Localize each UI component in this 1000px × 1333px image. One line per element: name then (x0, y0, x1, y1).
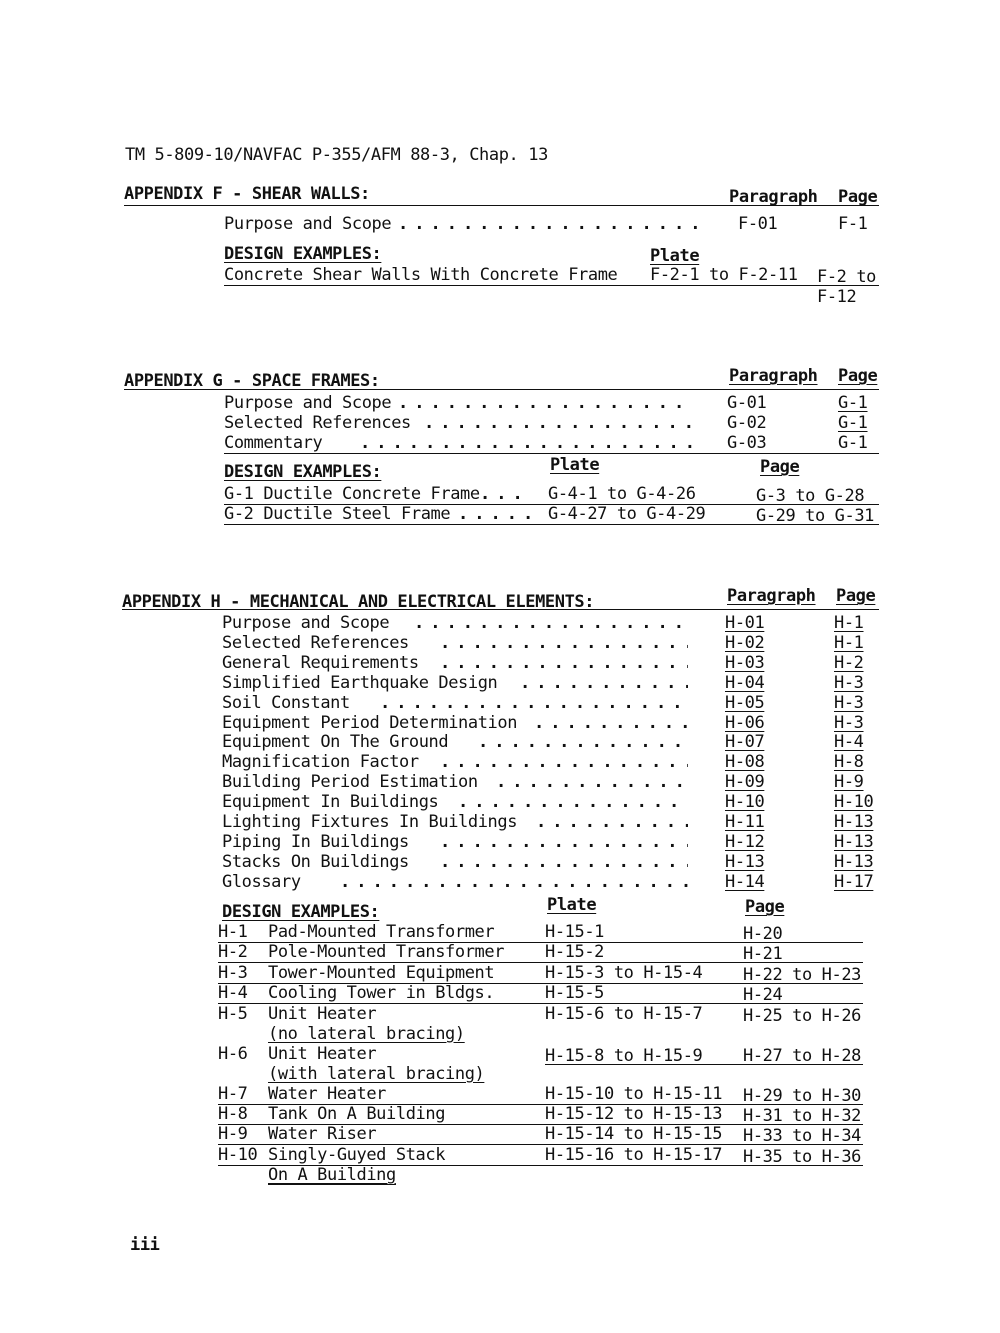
appendix-h-example-page: H-22 to H-23 (743, 965, 862, 985)
appendix-h-example-plate: H-15-8 to H-15-9 (545, 1046, 703, 1066)
appendix-f-col-paragraph: Paragraph (729, 187, 818, 207)
appendix-h-example-number: H-5 (218, 1004, 248, 1024)
leader-dots (458, 792, 688, 812)
appendix-h-row-page: H-3 (834, 713, 864, 733)
appendix-g-row-paragraph: G-02 (727, 413, 767, 433)
appendix-h-example-plate: H-15-2 (545, 942, 605, 962)
appendix-h-example-number: H-9 (218, 1124, 248, 1144)
appendix-f-row-paragraph: F-01 (738, 214, 778, 234)
appendix-h-row-label: Lighting Fixtures In Buildings (222, 812, 518, 832)
appendix-h-example-page: H-35 to H-36 (743, 1147, 862, 1167)
appendix-h-example-rule (268, 1184, 396, 1185)
appendix-h-example-label: Pad-Mounted Transformer (268, 922, 495, 942)
appendix-h-row-label: Stacks On Buildings (222, 852, 409, 872)
leader-dots (340, 872, 688, 892)
appendix-h-example-number: H-4 (218, 983, 248, 1003)
appendix-g-example-plate: G-4-1 to G-4-26 (548, 484, 696, 504)
appendix-h-row-paragraph: H-01 (725, 613, 765, 633)
appendix-h-example-plate: H-15-12 to H-15-13 (545, 1104, 723, 1124)
appendix-g-row-page: G-1 (838, 393, 868, 413)
appendix-h-example-number: H-10 (218, 1145, 258, 1165)
appendix-h-example-label-cont: (with lateral bracing) (268, 1064, 485, 1084)
appendix-h-example-label: Pole-Mounted Transformer (268, 942, 505, 962)
appendix-g-row-label: Purpose and Scope (224, 393, 392, 413)
appendix-g-row-page: G-1 (838, 413, 868, 433)
appendix-f-col-plate: Plate (650, 246, 700, 266)
appendix-g-rows-rule (224, 453, 879, 454)
appendix-h-example-label: Water Riser (268, 1124, 377, 1144)
appendix-f-row-page: F-1 (838, 214, 868, 234)
appendix-h-example-label-cont: (no lateral bracing) (268, 1024, 465, 1044)
appendix-h-row-label: Magnification Factor (222, 752, 419, 772)
appendix-h-row-page: H-8 (834, 752, 864, 772)
leader-dots (360, 433, 693, 453)
appendix-h-row-paragraph: H-11 (725, 812, 765, 832)
appendix-g-example-page: G-3 to G-28 (756, 486, 865, 506)
appendix-h-col-page: Page (836, 586, 876, 606)
leader-dots (458, 504, 530, 524)
appendix-h-design-examples-label: DESIGN EXAMPLES: (222, 902, 380, 922)
appendix-f-example-label: Concrete Shear Walls With Concrete Frame (224, 265, 618, 285)
appendix-h-example-number: H-1 (218, 922, 248, 942)
appendix-h-example-plate: H-15-10 to H-15-11 (545, 1084, 723, 1104)
leader-dots (478, 732, 688, 752)
appendix-h-row-page: H-10 (834, 792, 874, 812)
appendix-f-example-plate: F-2-1 to F-2-11 (650, 265, 798, 285)
appendix-g-col-paragraph: Paragraph (729, 366, 818, 386)
leader-dots (398, 393, 693, 413)
appendix-h-example-number: H-7 (218, 1084, 248, 1104)
appendix-h-example-page: H-31 to H-32 (743, 1106, 862, 1126)
appendix-h-example-label: Tank On A Building (268, 1104, 446, 1124)
appendix-g-design-examples-label: DESIGN EXAMPLES: (224, 462, 382, 482)
appendix-g-row-label: Selected References (224, 413, 411, 433)
appendix-g-example-label: G-2 Ductile Steel Frame (224, 504, 451, 524)
appendix-h-example-label: Tower-Mounted Equipment (268, 963, 495, 983)
appendix-f-design-examples-label: DESIGN EXAMPLES: (224, 244, 382, 264)
leader-dots (380, 693, 688, 713)
appendix-g-example-page: G-29 to G-31 (756, 506, 875, 526)
appendix-h-row-page: H-1 (834, 613, 864, 633)
appendix-g-col-page: Page (838, 366, 878, 386)
appendix-g-rule (124, 389, 879, 390)
appendix-h-row-label: Glossary (222, 872, 301, 892)
leader-dots (440, 752, 688, 772)
appendix-h-example-page: H-27 to H-28 (743, 1046, 862, 1066)
appendix-h-row-label: Equipment Period Determination (222, 713, 518, 733)
appendix-h-example-label: Unit Heater (268, 1044, 377, 1064)
leader-dots (440, 633, 688, 653)
leader-dots (480, 484, 530, 504)
appendix-h-row-paragraph: H-14 (725, 872, 765, 892)
appendix-h-example-plate: H-15-14 to H-15-15 (545, 1124, 723, 1144)
leader-dots (440, 832, 688, 852)
running-header: TM 5-809-10/NAVFAC P-355/AFM 88-3, Chap. 13 (125, 145, 548, 165)
appendix-h-row-page: H-3 (834, 693, 864, 713)
appendix-h-row-paragraph: H-05 (725, 693, 765, 713)
appendix-h-example-label: Singly-Guyed Stack (268, 1145, 446, 1165)
appendix-h-example-page: H-21 (743, 944, 783, 964)
appendix-h-row-page: H-17 (834, 872, 874, 892)
appendix-h-row-label: Selected References (222, 633, 409, 653)
appendix-h-example-page: H-33 to H-34 (743, 1126, 862, 1146)
leader-dots (520, 673, 688, 693)
appendix-h-row-page: H-9 (834, 772, 864, 792)
appendix-h-row-label: General Requirements (222, 653, 419, 673)
appendix-h-example-number: H-3 (218, 963, 248, 983)
appendix-h-example-label: Cooling Tower in Bldgs. (268, 983, 495, 1003)
appendix-f-example-rule (224, 285, 879, 286)
appendix-h-example-rule (218, 1165, 863, 1166)
appendix-h-row-label: Equipment On The Ground (222, 732, 449, 752)
appendix-f-title: APPENDIX F - SHEAR WALLS: (124, 184, 370, 204)
appendix-h-row-paragraph: H-13 (725, 852, 765, 872)
appendix-h-row-page: H-13 (834, 852, 874, 872)
appendix-h-row-page: H-2 (834, 653, 864, 673)
appendix-h-row-paragraph: H-02 (725, 633, 765, 653)
appendix-h-row-label: Soil Constant (222, 693, 350, 713)
appendix-h-col-paragraph: Paragraph (727, 586, 816, 606)
appendix-h-col-plate: Plate (547, 895, 597, 915)
leader-dots (424, 413, 693, 433)
appendix-h-example-plate: H-15-5 (545, 983, 605, 1003)
appendix-h-example-page: H-29 to H-30 (743, 1086, 862, 1106)
appendix-g-example-label: G-1 Ductile Concrete Frame. (224, 484, 490, 504)
appendix-h-row-label: Equipment In Buildings (222, 792, 439, 812)
appendix-h-example-page: H-25 to H-26 (743, 1006, 862, 1026)
appendix-h-row-page: H-3 (834, 673, 864, 693)
appendix-h-example-plate: H-15-6 to H-15-7 (545, 1004, 703, 1024)
leader-dots (398, 214, 708, 234)
appendix-h-row-label: Simplified Earthquake Design (222, 673, 498, 693)
appendix-g-row-page: G-1 (838, 433, 868, 453)
leader-dots (440, 653, 688, 673)
appendix-h-row-page: H-13 (834, 812, 874, 832)
appendix-g-title: APPENDIX G - SPACE FRAMES: (124, 371, 380, 391)
appendix-f-col-page: Page (838, 187, 878, 207)
appendix-g-col-plate: Plate (550, 455, 600, 475)
appendix-g-example-plate: G-4-27 to G-4-29 (548, 504, 706, 524)
appendix-h-row-paragraph: H-10 (725, 792, 765, 812)
appendix-h-row-page: H-4 (834, 732, 864, 752)
appendix-h-example-label: Unit Heater (268, 1004, 377, 1024)
appendix-h-example-plate: H-15-16 to H-15-17 (545, 1145, 723, 1165)
appendix-h-row-paragraph: H-08 (725, 752, 765, 772)
appendix-h-row-paragraph: H-12 (725, 832, 765, 852)
leader-dots (414, 613, 688, 633)
appendix-h-row-page: H-1 (834, 633, 864, 653)
appendix-h-col-page2: Page (745, 897, 785, 917)
page-number: iii (130, 1235, 160, 1255)
leader-dots (534, 713, 688, 733)
appendix-f-example-page: F-2 to (817, 267, 877, 287)
appendix-g-row-label: Commentary (224, 433, 323, 453)
appendix-h-row-paragraph: H-03 (725, 653, 765, 673)
appendix-h-example-page: H-20 (743, 924, 783, 944)
leader-dots (496, 772, 688, 792)
appendix-h-example-number: H-6 (218, 1044, 248, 1064)
appendix-h-example-plate: H-15-1 (545, 922, 605, 942)
appendix-h-row-label: Piping In Buildings (222, 832, 409, 852)
appendix-g-col-page2: Page (760, 457, 800, 477)
appendix-h-row-label: Purpose and Scope (222, 613, 390, 633)
appendix-h-rule (122, 609, 879, 610)
appendix-g-example-rule (224, 524, 879, 525)
appendix-h-row-paragraph: H-06 (725, 713, 765, 733)
appendix-h-example-number: H-8 (218, 1104, 248, 1124)
appendix-h-row-paragraph: H-07 (725, 732, 765, 752)
appendix-h-title: APPENDIX H - MECHANICAL AND ELECTRICAL ELEMENTS: (122, 592, 595, 612)
leader-dots (536, 812, 688, 832)
appendix-g-row-paragraph: G-01 (727, 393, 767, 413)
appendix-h-example-label: Water Heater (268, 1084, 387, 1104)
appendix-h-row-label: Building Period Estimation (222, 772, 478, 792)
appendix-h-example-number: H-2 (218, 942, 248, 962)
appendix-h-row-page: H-13 (834, 832, 874, 852)
appendix-h-example-rule (545, 1064, 863, 1065)
appendix-f-row-label: Purpose and Scope (224, 214, 392, 234)
appendix-f-example-page-cont: F-12 (817, 287, 857, 307)
leader-dots (440, 852, 688, 872)
appendix-g-row-paragraph: G-03 (727, 433, 767, 453)
appendix-h-example-label-cont: On A Building (268, 1165, 396, 1185)
appendix-h-example-plate: H-15-3 to H-15-4 (545, 963, 703, 983)
appendix-h-row-paragraph: H-09 (725, 772, 765, 792)
appendix-h-example-page: H-24 (743, 985, 783, 1005)
appendix-h-row-paragraph: H-04 (725, 673, 765, 693)
